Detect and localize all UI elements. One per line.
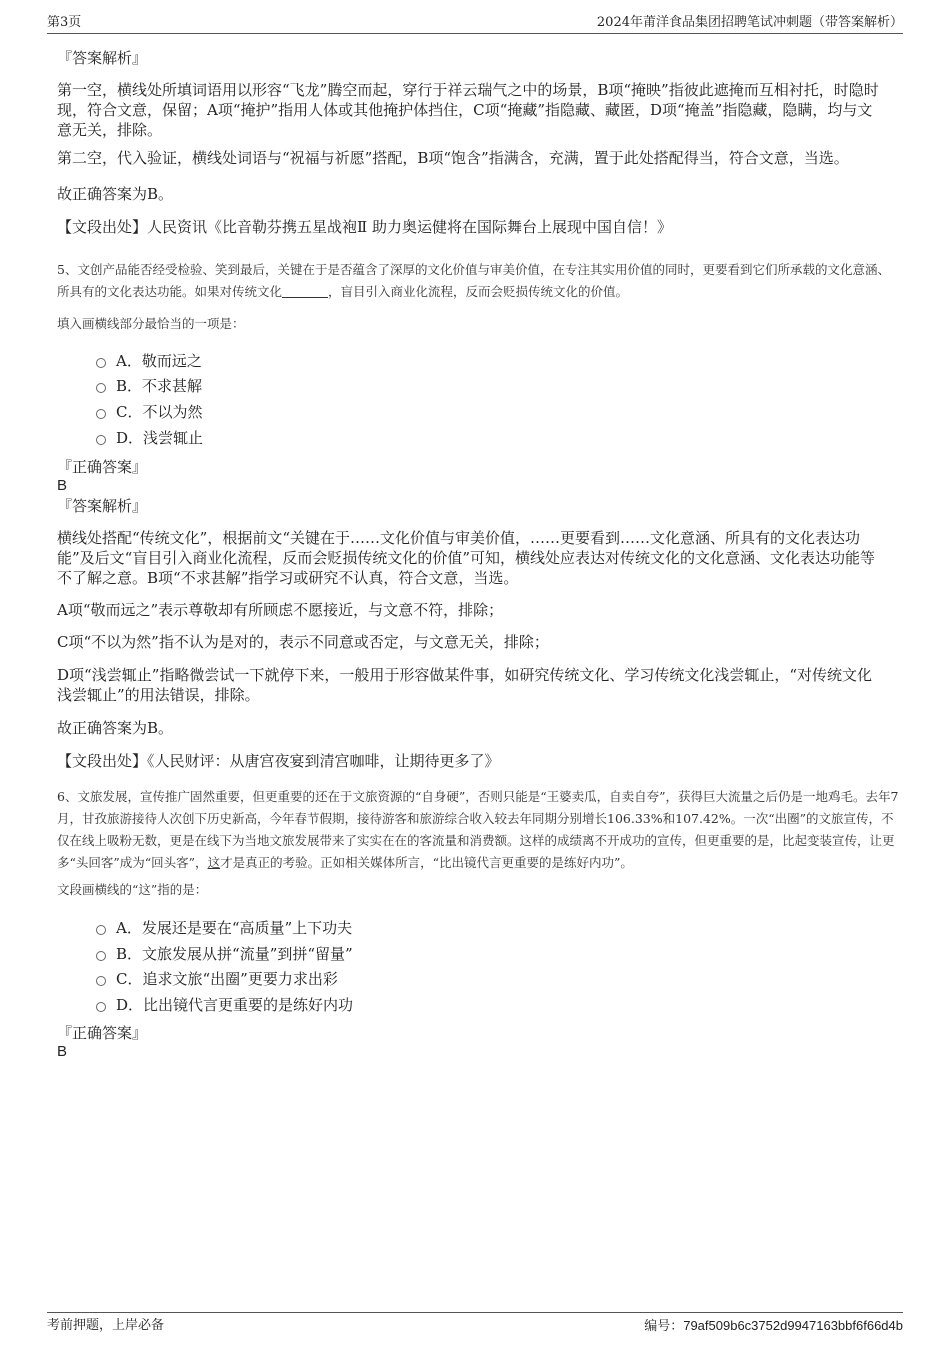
q5-answer-label: 『正确答案』 (57, 458, 148, 476)
q5-answer: B (57, 477, 68, 494)
document-code: 编号：79af509b6c3752d9947163bbf6f66d4b (644, 1318, 903, 1334)
radio-icon[interactable] (96, 358, 106, 368)
q6-prompt: 文段画横线的“这”指的是： (57, 882, 208, 897)
document-title: 2024年莆洋食品集团招聘笔试冲刺题（带答案解析） (596, 15, 903, 30)
q4-analysis-label: 『答案解析』 (57, 49, 148, 67)
q5-stem: 5、文创产品能否经受检验、笑到最后，关键在于是否蕴含了深厚的文化价值与审美价值，在专注其实用价值的同时，更要看到它们所承载的文化意涵、所具有的文化表达功能。如果对传统文化 ，盲目引入商业化流程，反而会贬损传统文化的价值。 (57, 262, 890, 299)
page-number: 第3页 (47, 15, 82, 30)
q5-analysis-p5: 故正确答案为B。 (57, 719, 174, 737)
q6-option-a[interactable]: A．发展还是要在“高质量”上下功夫 (96, 918, 352, 938)
q4-analysis-p3: 故正确答案为B。 (57, 185, 174, 203)
radio-icon[interactable] (96, 1002, 106, 1012)
q5-option-d[interactable]: D．浅尝辄止 (96, 428, 203, 448)
radio-icon[interactable] (96, 976, 106, 986)
q6-underlined-word: 这 (207, 855, 221, 870)
q5-analysis-p4: D项“浅尝辄止”指略微尝试一下就停下来，一般用于形容做某件事，如研究传统文化、学习传统文化浅尝辄止，“对传统文化浅尝辄止”的用法错误，排除。 (57, 666, 873, 704)
page-header (47, 13, 903, 34)
q6-option-d[interactable]: D．比出镜代言更重要的是练好内功 (96, 995, 353, 1015)
q5-source: 【文段出处】《人民财评：从唐宫夜宴到清宫咖啡，让期待更多了》 (57, 752, 500, 770)
radio-icon[interactable] (96, 435, 106, 445)
radio-icon[interactable] (96, 409, 106, 419)
q5-analysis-label: 『答案解析』 (57, 497, 148, 515)
radio-icon[interactable] (96, 951, 106, 961)
q6-answer-label: 『正确答案』 (57, 1024, 148, 1042)
q5-option-b[interactable]: B．不求甚解 (96, 376, 202, 396)
q6-stem: 6、文旅发展，宣传推广固然重要，但更重要的还在于文旅资源的“自身硬”，否则只能是“王婆卖瓜，自卖自夸”，获得巨大流量之后仍是一地鸡毛。去年7月，甘孜旅游接待人次创下历史新高，今年春节假期，接待游客和旅游综合收入较去年同期分别增长106.33%和107.42%。一次“出圈”的文旅宣传，不仅在线上吸粉无数，更是在线下为当地文旅发展带来了实实在在的客流量和消费额。这样的成绩离不开成功的宣传，但更重要的是，比起变装宣传，让更多“头回客”成为“回头客”，这才是真正的考验。正如相关媒体所言，“比出镜代言更重要的是练好内功”。 (57, 789, 899, 870)
q6-answer: B (57, 1043, 68, 1060)
q4-source: 【文段出处】人民资讯《比音勒芬携五星战袍Ⅱ 助力奥运健将在国际舞台上展现中国自信！》 (57, 218, 672, 236)
q4-analysis-p2: 第二空，代入验证，横线处词语与“祝福与祈愿”搭配，B项“饱含”指满含，充满，置于此处搭配得当，符合文意，当选。 (57, 149, 849, 167)
footer-slogan: 考前押题，上岸必备 (47, 1318, 165, 1333)
q5-option-a[interactable]: A．敬而远之 (96, 351, 202, 371)
q5-analysis-p3: C项“不以为然”指不认为是对的，表示不同意或否定，与文意无关，排除； (57, 633, 549, 651)
q6-option-c[interactable]: C．追求文旅“出圈”更要力求出彩 (96, 969, 338, 989)
q5-option-c[interactable]: C．不以为然 (96, 402, 203, 422)
q5-analysis-p2: A项“敬而远之”表示尊敬却有所顾虑不愿接近，与文意不符，排除； (57, 601, 504, 619)
q4-analysis-p1: 第一空，横线处所填词语用以形容“飞龙”腾空而起，穿行于祥云瑞气之中的场景，B项“掩映”指彼此遮掩而互相衬托，时隐时现，符合文意，保留；A项“掩护”指用人体或其他掩护体挡住，C项“掩藏”指隐藏、藏匿，D项“掩盖”指隐藏，隐瞒，均与文意无关，排除。 (57, 81, 879, 139)
q5-analysis-p1: 横线处搭配“传统文化”，根据前文“关键在于……文化价值与审美价值，……更要看到……文化意涵、所具有的文化表达功能”及后文“盲目引入商业化流程，反而会贬损传统文化的价值”可知，横线处应表达对传统文化的文化意涵、文化表达功能等不了解之意。B项“不求甚解”指学习或研究不认真，符合文意，当选。 (57, 529, 876, 587)
q5-blank (282, 285, 328, 298)
radio-icon[interactable] (96, 925, 106, 935)
page-footer (47, 1312, 903, 1335)
q5-prompt: 填入画横线部分最恰当的一项是： (57, 316, 245, 331)
radio-icon[interactable] (96, 383, 106, 393)
q6-option-b[interactable]: B．文旅发展从拼“流量”到拼“留量” (96, 944, 353, 964)
